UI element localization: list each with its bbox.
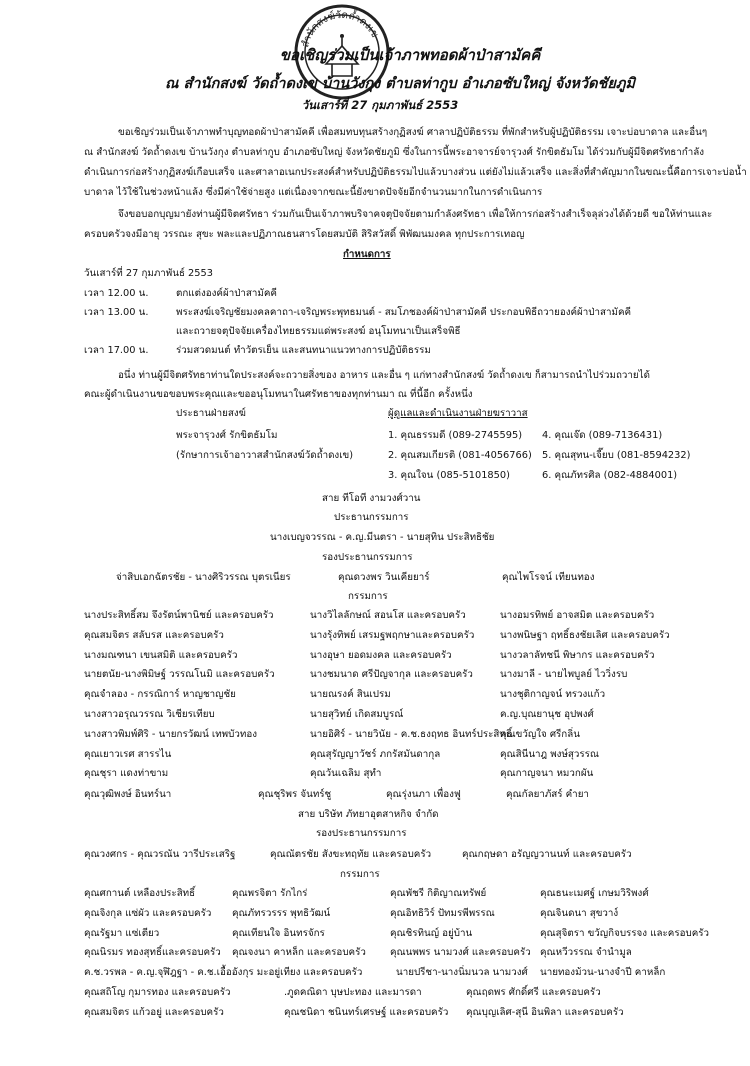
- member-name: คุณธนะเมศฐ์ เกษมวิริพงศ์: [540, 888, 649, 899]
- member-name: นางอุษา ยอดมงคล และครอบครัว: [310, 649, 452, 661]
- member-name: คุณวุฒิพงษ์ อินทร์นา: [84, 789, 172, 800]
- member-name: นางสาวพิมพ์ศิริ - นายกรวัฒน์ เทพบัวทอง: [84, 728, 257, 740]
- intro-line: จึงขอบอกบุญมายังท่านผู้มีจิตศรัทธา ร่วมกันเป็นเจ้าภาพบริจาคจตุปัจจัยตามกำลังศรัทธา เพื่อให้การก่อสร้างสำเร็จลุล่วงได้ด้วยดี ขอให้ท่านและ: [118, 209, 713, 220]
- member-name: .ภูดคณิดา บุษปะทอง และมารดา: [284, 987, 422, 998]
- member-name: คุณชนิดา ชนินทร์เศรษฐ์ และครอบครัว: [284, 1006, 449, 1018]
- schedule-text: ตกแต่งองค์ผ้าป่าสามัคคี: [176, 288, 277, 299]
- heading-location: ณ สำนักสงฆ์ วัดถ้ำดงเข บ้านวังกุง ตำบลท่ากูบ อำเภอซับใหญ่ จังหวัดชัยภูมิ: [165, 76, 635, 92]
- schedule-text: และถวายจตุปัจจัยเครื่องไทยธรรมแด่พระสงฆ์ อนุโมทนาเป็นเสร็จพิธี: [176, 326, 461, 337]
- member-name: นางมณฑนา เขนสมิติ และครอบครัว: [84, 649, 238, 661]
- member-name: คุณนพพร นามวงศ์ และครอบครัว: [390, 947, 531, 959]
- member-name: คุณสุรัญญาวัชร์ ภกรัสมันดากุล: [310, 748, 441, 760]
- schedule-text: พระสงฆ์เจริญชัยมงคลคาถา-เจริญพระพุทธมนต์ - สมโภชองค์ผ้าป่าสามัคคี ประกอบพิธีถวายองค์ผ้าป่าสามัคคี: [176, 307, 632, 318]
- member-name: นายปรีชา-นางนิ่มนวล นามวงศ์: [396, 967, 528, 979]
- monk-role: (รักษาการเจ้าอาวาสสำนักสงฆ์วัดถ้ำดงเข): [176, 450, 354, 461]
- vice-name: จ่าสิบเอกฉัตรชัย - นางศิริวรรณ บุตรเนียร: [116, 572, 291, 583]
- member-name: คุณชุรา แดงท่าขาม: [84, 768, 169, 780]
- svg-text:สำนักสงฆ์วัดถ้ำดงเข: สำนักสงฆ์วัดถ้ำดงเข: [300, 9, 381, 49]
- member-name: นายอิศิร์ - นายวินัย - ค.ช.ธงฤทธ อินทร์ประสิทธิ์: [310, 728, 512, 740]
- member-name: คุณเทียนใจ อินทรจักร: [232, 927, 325, 939]
- chair-names: นางเบญจวรรณ - ค.ญ.มีนตรา - นายสุทิน ประสิทธิชัย: [270, 532, 495, 543]
- member-name: คุณกัลยาภัสร์ คำยา: [506, 789, 589, 800]
- member-name: คุณขวัญใจ ศรีกลิ่น: [500, 728, 580, 740]
- member-name: คุณชิรทินญ์ อยู่บ้าน: [390, 927, 473, 939]
- intro-line: ณ สำนักสงฆ์ วัดถ้ำดงเข บ้านวังกุง ตำบลท่ากูบ อำเภอซับใหญ่ จังหวัดชัยภูมิ ซึ่งในการนี้พระอาจารย์จารุวงศ์ รักขิตธัมโม ได้ร่วมกับผู้มีจิตศรัทธากำลัง: [84, 147, 704, 158]
- member-name: ค.ญ.บุณยานุช อุปพงศ์: [500, 709, 594, 720]
- intro-line: บาดาล ไว้ใช้ในช่วงหน้าแล้ง ซึ่งมีค่าใช้จ่ายสูง แต่เนื่องจากขณะนี้ยังขาดปัจจัยอีกจำนวนมากในการดำเนินการ: [84, 187, 543, 198]
- contact-item: 2. คุณสมเกียรติ (081-4056766): [388, 450, 532, 461]
- schedule-date: วันเสาร์ที่ 27 กุมภาพันธ์ 2553: [84, 268, 213, 279]
- member-name: นางประสิทธิ์สม จึงรัตน์พานิชย์ และครอบครัว: [84, 610, 274, 621]
- note-line: คณะผู้ดำเนินงานขอขอบพระคุณและขออนุโมทนาในศรัทธาของทุกท่านมา ณ ที่นี้อีก ครั้งหนึ่ง: [84, 389, 473, 400]
- group-line: สาย บริษัท ภัทยาอุตสาหกิจ จำกัด: [298, 809, 439, 820]
- member-name: ค.ช.วรพล - ค.ญ.จุฬิฎฐา - ค.ช.เอื้ออังกุร มะอยู่เทียง และครอบครัว: [84, 967, 363, 979]
- member-name: คุณวันเฉลิม สุทำ: [310, 768, 382, 780]
- member-name: คุณสมจิตร แก้วอยู่ และครอบครัว: [84, 1006, 224, 1018]
- contact-item: 5. คุณสุทน-เจี๊ยบ (081-8594232): [542, 450, 691, 461]
- member-name: คุณจำลอง - กรรณิการ์ หาญชาญชัย: [84, 689, 236, 701]
- contact-item: 1. คุณธรรมดี (089-2745595): [388, 430, 523, 441]
- lay-title: ผู้ดูแลและดำเนินงานฝ่ายฆราวาส: [388, 408, 528, 419]
- chair-title: ประธานกรรมการ: [334, 512, 409, 523]
- note-line: อนึ่ง ท่านผู้มีจิตศรัทธาท่านใดประสงค์จะถวายสิ่งของ อาหาร และอื่น ๆ แก่ทางสำนักสงฆ์ วัดถ้ำดงเข ก็สามารถนำไปร่วมถวายได้: [118, 370, 650, 381]
- heading-invitation: ขอเชิญร่วมเป็นเจ้าภาพทอดผ้าป่าสามัคคี: [279, 46, 541, 64]
- schedule-text: ร่วมสวดมนต์ ทำวัตรเย็น และสนทนาแนวทางการปฏิบัติธรรม: [176, 345, 431, 356]
- member-name: คุณภัทรวรรร พุทธิวัฒน์: [232, 907, 331, 919]
- monk-title: ประธานฝ่ายสงฆ์: [176, 408, 246, 419]
- committee-title: กรรมการ: [340, 869, 380, 880]
- member-name: คุณหวีวรรณ จำนำมูล: [540, 947, 632, 959]
- member-name: คุณพรจิตา รักไกร่: [232, 888, 308, 899]
- committee-title: กรรมการ: [348, 591, 388, 602]
- schedule-time: เวลา 17.00 น.: [84, 345, 149, 356]
- contact-item: 3. คุณใจน (085-5101850): [388, 470, 510, 481]
- vice-title: รองประธานกรรมการ: [322, 552, 413, 563]
- member-name: คุณเยาวเรศ สารรไน: [84, 748, 172, 760]
- member-name: นางวลาลัทชนี พิษากร และครอบครัว: [500, 649, 655, 661]
- vice-name: คุณดวงพร วินเคียยาร์: [338, 572, 430, 583]
- member-name: คุณชุริพร จันทร์ชู: [258, 789, 332, 800]
- member-name: นายทองม้วน-นางจำปี คาหล็ก: [540, 967, 666, 979]
- member-name: คุณจินดนา สุขวาง์: [540, 907, 619, 919]
- member-name: นางวิไลลักษณ์ สอนโส และครอบครัว: [310, 610, 466, 621]
- member-name: นางมาลี - นายไพบูลย์ ไววิ่งรบ: [500, 669, 628, 681]
- member-name: คุณนิรมร ทองสุทธิ์และครอบครัว: [84, 947, 221, 959]
- member-name: คุณรุ่งนภา เพื่องฟู: [386, 789, 461, 800]
- member-name: นางรุ้งทิพย์ เสรมฐพฤกษาและครอบครัว: [310, 629, 475, 641]
- intro-line: ครอบครัวจงมีอายุ วรรณะ สุขะ พละและปฏิภาณธนสารโดยสมบัติ สิริสวัสดิ์ พิพัฒนมงคล ทุกประการเทอญ: [84, 229, 525, 240]
- member-name: คุณศกานต์ เหลืองประสิทธิ์: [84, 888, 196, 899]
- contact-item: 6. คุณภัทรศิล (082-4884001): [542, 470, 678, 481]
- member-name: คุณจงนา คาหล็ก และครอบครัว: [232, 947, 366, 959]
- group-line: สาย ทีโอที งามวงศ์วาน: [322, 493, 421, 504]
- member-name: นางสาวอรุณวรรณ วิเชียรเทียบ: [84, 709, 215, 720]
- schedule-title: กำหนดการ: [343, 249, 391, 260]
- member-name: คุณกาญจนา หมวกผัน: [500, 768, 594, 780]
- vice-name: คุณไพโรจน์ เทียนทอง: [502, 572, 595, 583]
- member-name: นางชุติกาญจน์ ทรวงแก้ว: [500, 689, 606, 701]
- vice-name: คุณวงศกร - คุณวรณัน วารีประเสริฐ: [84, 849, 236, 860]
- intro-line: ขอเชิญร่วมเป็นเจ้าภาพทำบุญทอดผ้าป่าสามัคคี เพื่อสมทบทุนสร้างกุฏิสงฆ์ ศาลาปฏิบัติธรรม ที่พักสำหรับผู้ปฏิบัติธรรม เจาะบ่อบาดาล และอื่นๆ: [118, 127, 708, 138]
- member-name: คุณสมจิตร สลับรส และครอบครัว: [84, 629, 224, 641]
- schedule-time: เวลา 13.00 น.: [84, 307, 149, 318]
- member-name: คุณจิงกุล แซ่ผัว และครอบครัว: [84, 907, 212, 919]
- member-name: คุณอิทธิวิร์ ปัทมรพีพรรณ: [390, 907, 495, 919]
- vice-title: รองประธานกรรมการ: [316, 828, 407, 839]
- member-name: คุณสุจิตรา ขวัญกิจบรรจง และครอบครัว: [540, 927, 710, 939]
- member-name: คุณสินีนาฎ พงษ์สุวรรณ: [500, 748, 600, 760]
- member-name: นางพนิษฐา ฤทธิ์ธงชัยเลิศ และครอบครัว: [500, 629, 670, 641]
- member-name: นางชมนาด ศรีปัญจากุล และครอบครัว: [310, 669, 473, 681]
- monk-name: พระจารุวงศ์ รักขิตธัมโม: [176, 430, 278, 441]
- vice-name: คุณกฤษดา อรัญญวานนท์ และครอบครัว: [462, 849, 632, 860]
- member-name: นางอมรทิพย์ อาจสมิต และครอบครัว: [500, 610, 655, 621]
- member-name: คุณบุญเลิศ-สุนี อินพิลา และครอบครัว: [466, 1006, 624, 1018]
- member-name: คุณพัชรี กิติญาณทรัพย์: [390, 888, 487, 899]
- member-name: นายณรงค์ สินเปรม: [310, 689, 391, 701]
- member-name: นายตนัย-นางพิมิษฐ์ วรรณโนมิ และครอบครัว: [84, 669, 275, 681]
- intro-line: ดำเนินการก่อสร้างกุฏิสงฆ์เกือบเสร็จ และศาลาอเนกประสงค์สำหรับปฏิบัติธรรมไปแล้วบางส่วน แต่ยังไม่แล้วเสร็จ และสิ่งที่สำคัญมากในขณะนี้คือการเจาะบ่อน้ำ: [84, 167, 747, 178]
- member-name: คุณรัฐมา แซ่เตียว: [84, 927, 160, 939]
- member-name: นายสุวิทย์ เกิดสมบูรณ์: [310, 709, 404, 720]
- contact-item: 4. คุณเจ๊ด (089-7136431): [542, 430, 663, 441]
- member-name: คุณสถิโญ กุมารทอง และครอบครัว: [84, 987, 231, 998]
- schedule-time: เวลา 12.00 น.: [84, 288, 149, 299]
- member-name: คุณฤดพร ศักดิ์ศรี และครอบครัว: [466, 987, 601, 998]
- vice-name: คุณณัตรชัย สังขะทฤทัย และครอบครัว: [270, 849, 432, 860]
- heading-date: วันเสาร์ที่ 27 กุมภาพันธ์ 2553: [301, 98, 459, 112]
